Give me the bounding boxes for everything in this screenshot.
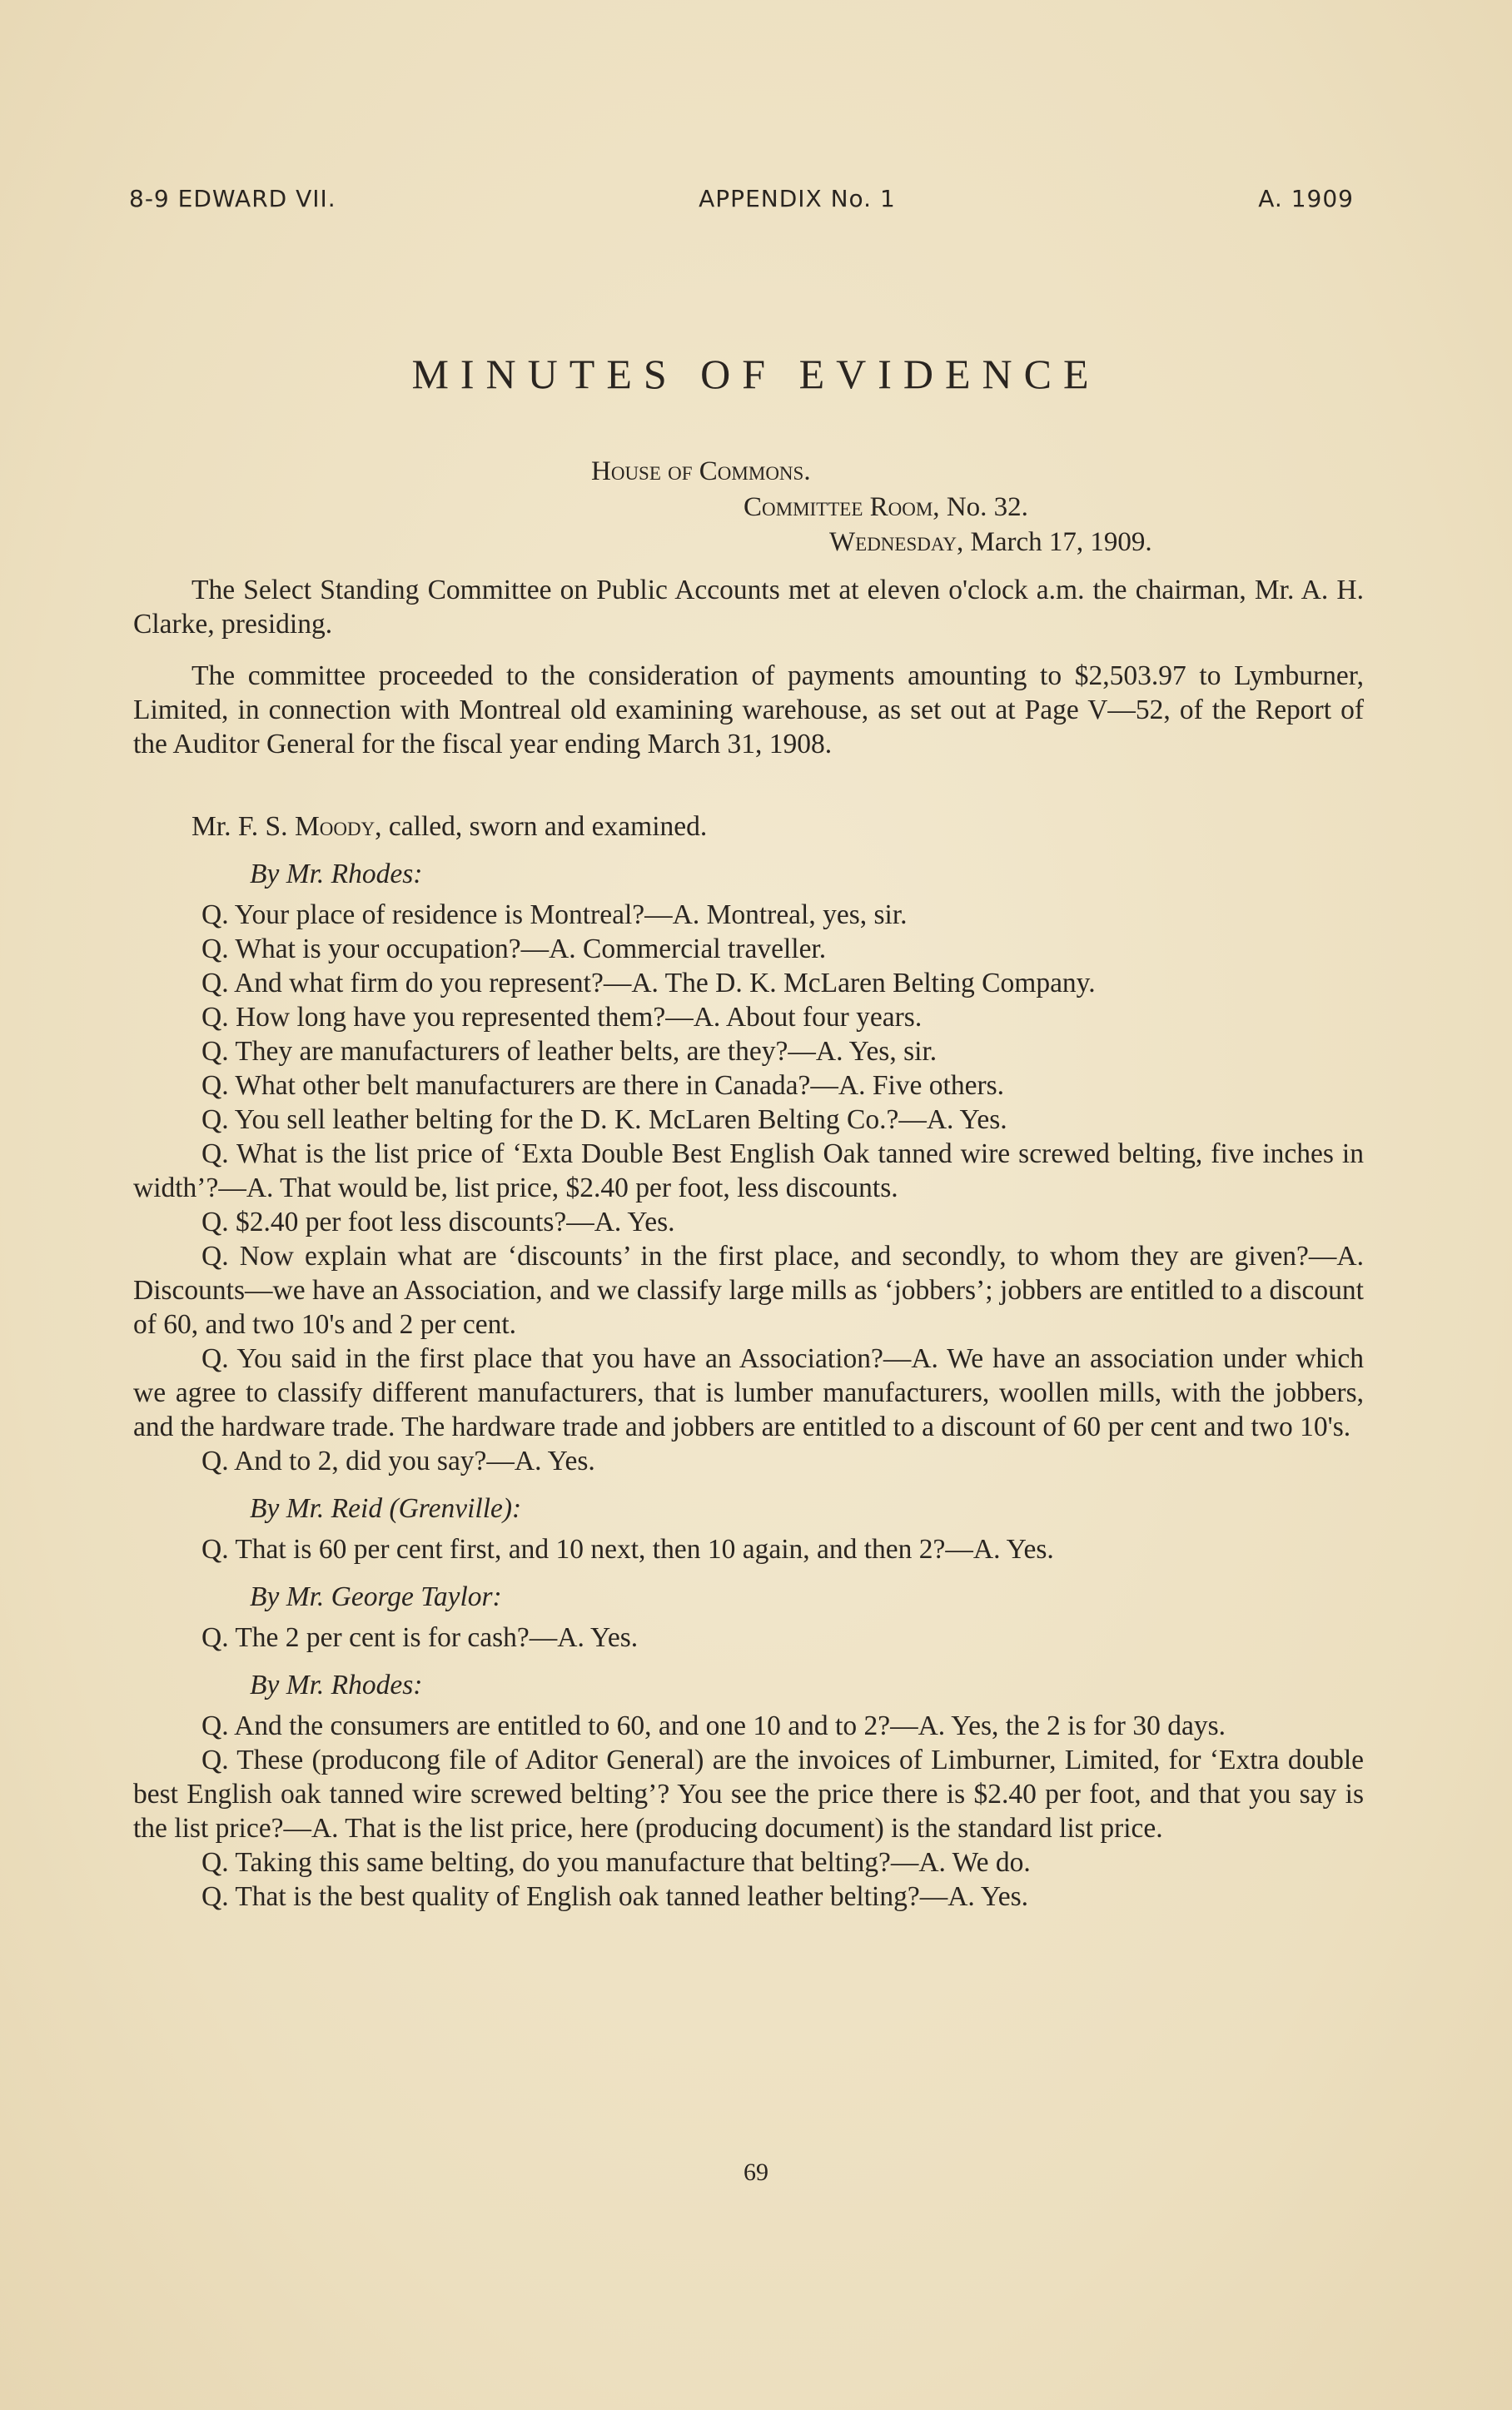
witness-line xyxy=(133,809,1364,844)
question-answer: Q. They are manufacturers of leather belts, are they?—A. Yes, sir. xyxy=(201,1036,938,1067)
examiner-heading: By Mr. Reid (Grenville): xyxy=(250,1493,522,1524)
question-answer: Q. That is 60 per cent first, and 10 next, then 10 again, and then 2?—A. Yes. xyxy=(201,1534,1054,1565)
place-line-room xyxy=(744,492,1028,523)
date: March 17, 1909. xyxy=(963,527,1152,557)
question-answer: Q. How long have you represented them?—A. About four years. xyxy=(201,1002,923,1033)
document-body xyxy=(133,573,1364,1914)
question-answer: Q. $2.40 per foot less discounts?—A. Yes. xyxy=(201,1207,675,1237)
examiner-heading: By Mr. Rhodes: xyxy=(250,859,423,889)
place-line-house: House of Commons. xyxy=(591,456,811,486)
question-answer: Q. And what firm do you represent?—A. The D. K. McLaren Belting Company. xyxy=(201,968,1096,998)
page-title: MINUTES OF EVIDENCE xyxy=(411,351,1101,397)
question-answer: Q. These (producong file of Aditor General) are the invoices of Limburner, Limited, for ‘Extra double best English oak tanned wire screwed belting’? You see the price there is $2.40 per foot, and that you say is the list price?—A. That is the list price, here (producing document) is the standard list price. xyxy=(133,1745,1364,1844)
examiner-heading: By Mr. Rhodes: xyxy=(250,1670,423,1700)
header-center: APPENDIX No. 1 xyxy=(699,185,896,212)
question-answer: Q. You sell leather belting for the D. K. McLaren Belting Co.?—A. Yes. xyxy=(201,1104,1007,1135)
room-number: No. 32. xyxy=(939,492,1028,522)
witness-pre: Mr. F. S. xyxy=(191,811,295,842)
question-answer: Q. Taking this same belting, do you manufacture that belting?—A. We do. xyxy=(201,1847,1031,1878)
running-head xyxy=(129,185,1354,212)
question-answer: Q. And to 2, did you say?—A. Yes. xyxy=(201,1446,595,1476)
header-left: 8-9 EDWARD VII. xyxy=(129,185,336,212)
intro-paragraph: The Select Standing Committee on Public Accounts met at eleven o'clock a.m. the chairman, Mr. A. H. Clarke, presiding. xyxy=(133,575,1364,640)
place-line-date xyxy=(829,527,1152,558)
examiner-heading: By Mr. George Taylor: xyxy=(250,1581,502,1612)
question-answer: Q. What is your occupation?—A. Commercial traveller. xyxy=(201,934,827,964)
room-label: Committee Room, xyxy=(744,492,940,522)
witness-post: called, sworn and examined. xyxy=(381,811,708,842)
question-answer: Q. What is the list price of ‘Exta Double Best English Oak tanned wire screwed belting, five inches in width’?—A. That would be, list price, $2.40 per foot, less discounts. xyxy=(133,1138,1364,1203)
question-answer: Q. What other belt manufacturers are there in Canada?—A. Five others. xyxy=(201,1070,1005,1101)
question-answer: Q. The 2 per cent is for cash?—A. Yes. xyxy=(201,1622,639,1653)
header-right: A. 1909 xyxy=(1258,185,1354,212)
question-answer: Q. That is the best quality of English oak tanned leather belting?—A. Yes. xyxy=(201,1881,1029,1912)
question-answer: Q. Your place of residence is Montreal?—A. Montreal, yes, sir. xyxy=(201,899,908,930)
question-answer: Q. And the consumers are entitled to 60, and one 10 and to 2?—A. Yes, the 2 is for 30 days. xyxy=(201,1710,1226,1741)
page-number: 69 xyxy=(744,2159,768,2186)
question-answer: Q. You said in the first place that you have an Association?—A. We have an association under which we agree to classify different manufacturers, that is lumber manufacturers, woollen mills, with the jobbers, and the hardware trade. The hardware trade and jobbers are entitled to a discount of 60 per cent and two 10's. xyxy=(133,1343,1364,1442)
witness-name: Moody, xyxy=(294,811,382,842)
question-answer: Q. Now explain what are ‘discounts’ in the first place, and secondly, to whom they are given?—A. Discounts—we have an Association, and we classify large mills as ‘jobbers’; jobbers are entitled to a discount of 60, and two 10's and 2 per cent. xyxy=(133,1241,1364,1340)
weekday: Wednesday, xyxy=(829,527,964,557)
intro-paragraph: The committee proceeded to the consideration of payments amounting to $2,503.97 to Lymburner, Limited, in connection with Montreal old examining warehouse, as set out at Page V—52, of the Report of the Auditor General for the fiscal year ending March 31, 1908. xyxy=(133,660,1364,759)
